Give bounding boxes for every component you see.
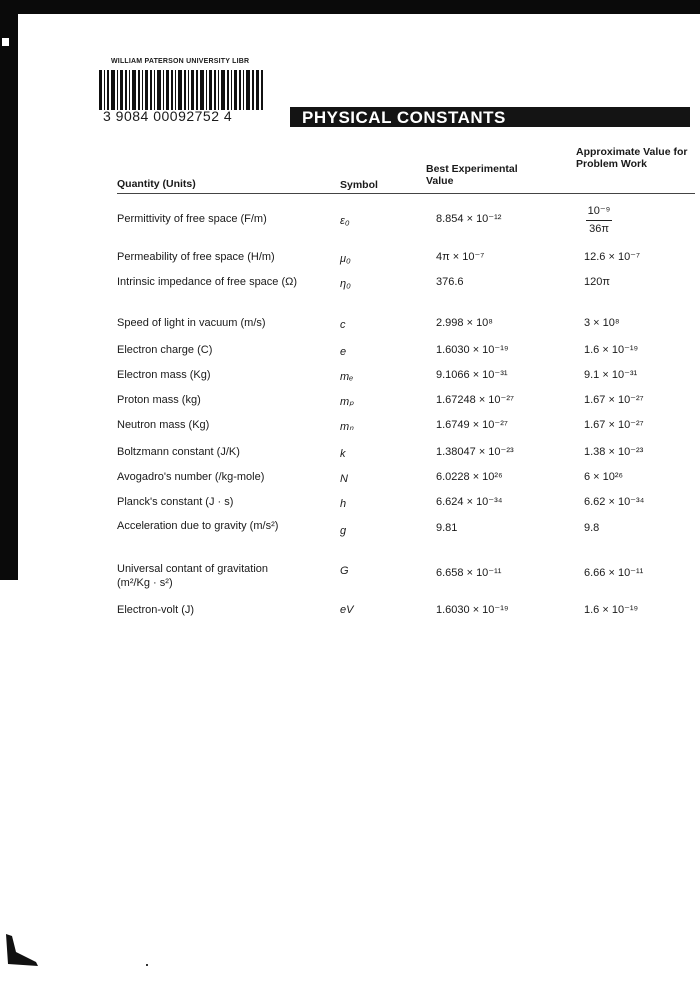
row-quantity: Neutron mass (Kg) xyxy=(117,419,210,431)
row-symbol: η₀ xyxy=(340,278,351,290)
row-quantity: Electron mass (Kg) xyxy=(117,369,211,381)
row-approx-value: 120π xyxy=(584,276,610,288)
row-quantity: Acceleration due to gravity (m/s²) xyxy=(117,520,279,532)
row-best-value: 1.6030 × 10⁻¹⁹ xyxy=(436,344,509,356)
barcode-number: 3 9084 00092752 4 xyxy=(103,108,233,124)
row-symbol: ε₀ xyxy=(340,215,350,227)
row-quantity: Electron charge (C) xyxy=(117,344,213,356)
row-symbol: eV xyxy=(340,604,354,616)
row-approx-value: 6.62 × 10⁻³⁴ xyxy=(584,496,645,508)
row-best-value: 1.67248 × 10⁻²⁷ xyxy=(436,394,514,406)
row-quantity: Boltzmann constant (J/K) xyxy=(117,446,240,458)
row-approx-value: 1.6 × 10⁻¹⁹ xyxy=(584,604,639,616)
scan-speck xyxy=(146,964,148,966)
header-quantity: Quantity (Units) xyxy=(117,178,196,190)
header-symbol: Symbol xyxy=(340,179,378,191)
row-quantity: Permeability of free space (H/m) xyxy=(117,251,275,263)
row-best-value: 1.6749 × 10⁻²⁷ xyxy=(436,419,508,431)
row-quantity: Permittivity of free space (F/m) xyxy=(117,213,267,225)
row-symbol: G xyxy=(340,565,349,577)
row-approx-fraction xyxy=(584,204,614,240)
row-best-value: 6.658 × 10⁻¹¹ xyxy=(436,567,502,579)
row-approx-value: 1.38 × 10⁻²³ xyxy=(584,446,644,458)
row-quantity: Speed of light in vacuum (m/s) xyxy=(117,317,266,329)
row-approx-value: 6.66 × 10⁻¹¹ xyxy=(584,567,644,579)
row-quantity: Avogadro's number (/kg-mole) xyxy=(117,471,265,483)
row-symbol: e xyxy=(340,346,347,358)
row-best-value: 8.854 × 10⁻¹² xyxy=(436,213,502,225)
header-approx-value: Approximate Value for Problem Work xyxy=(576,146,688,170)
row-best-value: 376.6 xyxy=(436,276,464,288)
row-quantity: Intrinsic impedance of free space (Ω) xyxy=(117,276,298,288)
row-quantity: Proton mass (kg) xyxy=(117,394,201,406)
row-quantity: Electron-volt (J) xyxy=(117,604,195,616)
row-best-value: 6.0228 × 10²⁶ xyxy=(436,471,503,483)
page-title: PHYSICAL CONSTANTS xyxy=(302,108,506,127)
fraction-bar xyxy=(586,220,612,221)
row-symbol: μ₀ xyxy=(340,253,351,265)
row-symbol: c xyxy=(340,319,346,331)
row-symbol: mₑ xyxy=(340,371,354,383)
row-approx-value: 3 × 10⁸ xyxy=(584,317,620,329)
row-approx-value: 6 × 10²⁶ xyxy=(584,471,624,483)
row-quantity: Universal contant of gravitation (m²/Kg · s²) xyxy=(117,563,269,589)
row-best-value: 4π × 10⁻⁷ xyxy=(436,251,485,263)
row-approx-value: 9.1 × 10⁻³¹ xyxy=(584,369,638,381)
barcode-owner-text: WILLIAM PATERSON UNIVERSITY LIBR xyxy=(111,58,250,65)
row-best-value: 1.6030 × 10⁻¹⁹ xyxy=(436,604,509,616)
row-symbol: h xyxy=(340,498,347,510)
row-symbol: g xyxy=(340,525,347,537)
row-approx-value: 1.67 × 10⁻²⁷ xyxy=(584,419,644,431)
row-symbol: k xyxy=(340,448,346,460)
scan-corner-mark xyxy=(6,934,38,968)
row-best-value: 9.1066 × 10⁻³¹ xyxy=(436,369,508,381)
row-best-value: 2.998 × 10⁸ xyxy=(436,317,493,329)
row-best-value: 9.81 xyxy=(436,522,458,534)
header-best-value: Best Experimental Value xyxy=(426,163,518,187)
row-best-value: 6.624 × 10⁻³⁴ xyxy=(436,496,503,508)
row-symbol: mₚ xyxy=(340,396,354,408)
row-symbol: N xyxy=(340,473,348,485)
fraction-numerator: 10⁻⁹ xyxy=(587,205,611,217)
row-approx-value: 9.8 xyxy=(584,522,600,534)
row-symbol: mₙ xyxy=(340,421,354,433)
row-best-value: 1.38047 × 10⁻²³ xyxy=(436,446,514,458)
row-approx-value: 12.6 × 10⁻⁷ xyxy=(584,251,640,263)
row-approx-value: 1.6 × 10⁻¹⁹ xyxy=(584,344,639,356)
fraction-denominator: 36π xyxy=(589,223,609,235)
row-approx-value: 1.67 × 10⁻²⁷ xyxy=(584,394,644,406)
row-quantity: Planck's constant (J · s) xyxy=(117,496,234,508)
